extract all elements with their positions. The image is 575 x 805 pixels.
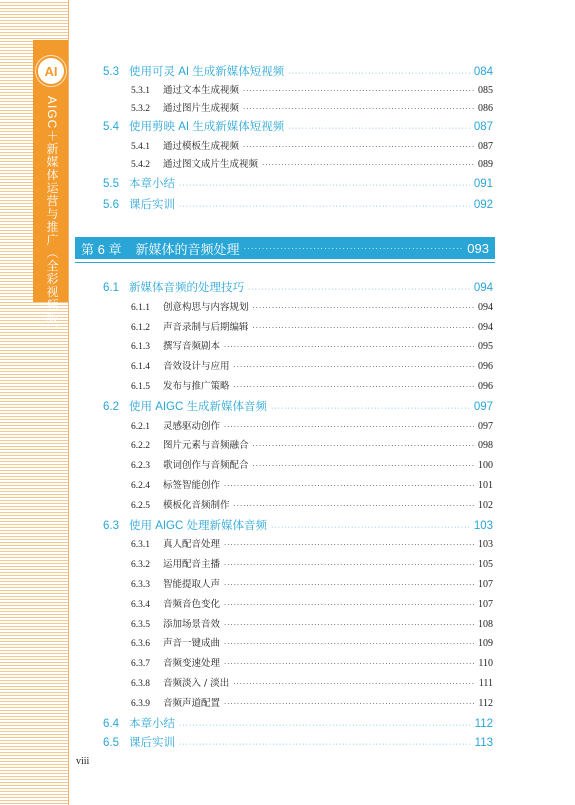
toc-subsection-entry[interactable] <box>131 338 493 352</box>
toc-entry-number: 5.3.2 <box>131 104 150 114</box>
toc-entry-title: 歌词创作与音频配合 <box>163 460 249 472</box>
toc-leader-dots <box>253 442 474 450</box>
toc-section-entry[interactable] <box>103 279 493 295</box>
chapter-label: 第 6 章 <box>81 241 122 257</box>
toc-leader-dots <box>179 722 471 729</box>
toc-leader-dots <box>288 70 470 77</box>
toc-subsection-entry[interactable] <box>131 497 493 511</box>
toc-entry-page: 097 <box>478 420 493 432</box>
toc-entry-title: 使用 AIGC 生成新媒体音频 <box>129 400 268 413</box>
toc-subsection-entry[interactable] <box>131 299 493 313</box>
toc-entry-title: 发布与推广策略 <box>163 381 230 392</box>
toc-entry-number: 6.3.2 <box>131 560 150 571</box>
toc-leader-dots <box>262 161 474 169</box>
toc-entry-title: 通过图片生成视频 <box>163 103 240 114</box>
toc-entry-number: 6.3.7 <box>131 659 150 670</box>
toc-entry-title: 标签智能创作 <box>163 480 221 491</box>
toc-leader-dots <box>234 383 474 391</box>
toc-subsection-entry[interactable] <box>131 477 493 491</box>
toc-entry-number: 5.6 <box>103 199 119 211</box>
toc-entry-title: 音效设计与应用 <box>163 361 230 373</box>
toc-subsection-entry[interactable] <box>131 319 493 333</box>
toc-leader-dots <box>224 343 474 351</box>
toc-leader-dots <box>243 87 474 95</box>
toc-entry-number: 6.2.1 <box>131 421 150 432</box>
toc-entry-page: 087 <box>473 121 493 133</box>
chapter-leader-dots <box>243 244 463 253</box>
toc-entry-page: 091 <box>473 178 493 190</box>
toc-entry-page: 087 <box>478 141 493 152</box>
toc-entry-title: 本章小结 <box>129 178 175 190</box>
toc-leader-dots <box>224 621 474 629</box>
toc-entry-title: 音频变速处理 <box>163 658 221 670</box>
toc-entry-page: 111 <box>478 678 493 689</box>
toc-leader-dots <box>271 405 470 412</box>
toc-leader-dots <box>224 423 474 431</box>
toc-entry-page: 094 <box>478 301 493 313</box>
toc-entry-number: 5.5 <box>103 178 119 190</box>
toc-subsection-entry[interactable] <box>131 418 493 432</box>
toc-leader-dots <box>253 462 474 470</box>
toc-leader-dots <box>224 640 474 648</box>
toc-entry-number: 5.3.1 <box>131 86 150 96</box>
toc-entry-number: 6.4 <box>103 717 119 730</box>
toc-section-entry[interactable] <box>103 63 493 79</box>
toc-leader-dots <box>224 541 474 549</box>
toc-entry-number: 6.2 <box>103 400 119 413</box>
toc-entry-number: 6.1.3 <box>131 342 150 353</box>
toc-section-entry[interactable] <box>103 715 493 731</box>
toc-entry-page: 103 <box>473 519 493 532</box>
toc-entry-page: 102 <box>478 499 493 511</box>
toc-subsection-entry[interactable] <box>131 616 493 630</box>
toc-entry-page: 089 <box>478 159 493 170</box>
toc-subsection-entry[interactable] <box>131 100 493 114</box>
toc-entry-title: 课后实训 <box>129 199 175 211</box>
toc-entry-number: 6.3.6 <box>131 639 150 650</box>
toc-entry-title: 真人配音处理 <box>163 539 221 551</box>
toc-entry-number: 6.3.9 <box>131 698 150 709</box>
toc-leader-dots <box>288 125 470 132</box>
toc-entry-title: 使用 AIGC 处理新媒体音频 <box>129 519 268 532</box>
toc-entry-title: 撰写音频剧本 <box>163 341 221 353</box>
toc-entry-page: 112 <box>474 717 493 730</box>
toc-leader-dots <box>224 561 474 569</box>
ai-logo-icon: AI <box>38 58 64 84</box>
toc-section-entry[interactable] <box>103 734 493 750</box>
toc-entry-title: 灵感驱动创作 <box>163 420 221 432</box>
toc-entry-number: 6.3.3 <box>131 580 150 590</box>
toc-entry-number: 6.1 <box>103 282 119 294</box>
toc-entry-title: 课后实训 <box>129 737 175 750</box>
chapter-title: 新媒体的音频处理 <box>135 241 240 257</box>
toc-section-entry[interactable] <box>103 175 493 191</box>
toc-entry-number: 5.3 <box>103 66 119 78</box>
toc-entry-title: 模板化音频制作 <box>163 499 230 511</box>
toc-entry-title: 智能提取人声 <box>163 579 221 590</box>
toc-leader-dots <box>248 286 470 293</box>
toc-entry-page: 105 <box>478 559 493 571</box>
toc-entry-number: 5.4.1 <box>131 142 150 152</box>
toc-entry-number: 6.1.5 <box>131 382 150 392</box>
toc-section-entry[interactable] <box>103 196 493 212</box>
chapter-heading[interactable] <box>75 237 495 259</box>
toc-entry-page: 112 <box>478 697 493 709</box>
toc-entry-title: 运用配音主播 <box>163 559 221 571</box>
toc-entry-page: 096 <box>478 361 493 373</box>
toc-entry-title: 通过模板生成视频 <box>163 141 240 152</box>
toc-entry-number: 6.3.1 <box>131 540 150 551</box>
toc-entry-page: 084 <box>473 66 493 78</box>
toc-entry-page: 085 <box>478 85 493 96</box>
toc-entry-page: 113 <box>474 737 493 750</box>
toc-leader-dots <box>224 482 474 490</box>
toc-entry-page: 100 <box>478 460 493 472</box>
toc-entry-number: 5.4 <box>103 121 119 133</box>
toc-entry-number: 6.2.3 <box>131 461 150 472</box>
toc-entry-title: 添加场景音效 <box>163 618 221 630</box>
toc-entry-title: 使用可灵 AI 生成新媒体短视频 <box>129 66 285 78</box>
toc-section-entry[interactable] <box>103 398 493 414</box>
toc-entry-number: 6.3.4 <box>131 599 150 610</box>
toc-section-entry[interactable] <box>103 517 493 533</box>
toc-leader-dots <box>233 680 474 688</box>
toc-entry-title: 图片元素与音频融合 <box>163 440 249 452</box>
toc-entry-page: 098 <box>478 440 493 452</box>
toc-entry-page: 107 <box>478 598 493 610</box>
toc-subsection-entry[interactable] <box>131 596 493 610</box>
toc-entry-number: 6.3 <box>103 519 119 532</box>
toc-entry-title: 音频淡入 / 淡出 <box>163 678 230 689</box>
toc-entry-page: 086 <box>478 103 493 114</box>
toc-entry-number: 6.5 <box>103 737 119 750</box>
toc-entry-page: 108 <box>478 618 493 630</box>
toc-entry-number: 6.1.1 <box>131 302 150 313</box>
toc-entry-page: 094 <box>473 282 493 294</box>
toc-entry-title: 创意构思与内容规划 <box>163 301 249 313</box>
toc-leader-dots <box>179 182 470 189</box>
toc-subsection-entry[interactable] <box>131 437 493 451</box>
toc-entry-page: 095 <box>478 341 493 353</box>
toc-leader-dots <box>224 700 474 708</box>
toc-entry-number: 6.1.2 <box>131 322 150 333</box>
toc-leader-dots <box>224 660 474 668</box>
toc-leader-dots <box>234 363 474 371</box>
toc-entry-title: 音频声道配置 <box>163 697 221 709</box>
toc-entry-page: 092 <box>473 199 493 211</box>
toc-subsection-entry[interactable] <box>131 378 493 392</box>
toc-entry-number: 6.1.4 <box>131 362 150 373</box>
toc-subsection-entry[interactable] <box>131 82 493 96</box>
toc-entry-number: 6.3.5 <box>131 619 150 630</box>
toc-entry-page: 107 <box>478 579 493 590</box>
toc-subsection-entry[interactable] <box>131 358 493 372</box>
page-number: viii <box>76 756 90 767</box>
toc-subsection-entry[interactable] <box>131 635 493 649</box>
toc-leader-dots <box>253 304 474 312</box>
chapter-underline <box>75 262 495 263</box>
book-title-vertical: AIGC＋新媒体运营与推广（全彩视频版） <box>45 96 59 338</box>
toc-entry-title: 声音一键成曲 <box>163 638 221 650</box>
toc-leader-dots <box>179 741 471 748</box>
toc-leader-dots <box>253 324 474 332</box>
toc-entry-number: 6.2.5 <box>131 500 150 511</box>
toc-leader-dots <box>224 601 474 609</box>
toc-subsection-entry[interactable] <box>131 138 493 152</box>
toc-entry-page: 097 <box>473 400 493 413</box>
toc-leader-dots <box>243 105 474 113</box>
toc-entry-title: 本章小结 <box>129 717 175 730</box>
toc-subsection-entry[interactable] <box>131 675 493 689</box>
toc-entry-title: 通过图文成片生成视频 <box>163 159 259 170</box>
toc-entry-page: 101 <box>478 480 493 491</box>
toc-leader-dots <box>243 143 474 151</box>
toc-leader-dots <box>271 524 470 531</box>
toc-entry-number: 6.2.2 <box>131 441 150 452</box>
toc-subsection-entry[interactable] <box>131 576 493 590</box>
toc-entry-title: 声音录制与后期编辑 <box>163 321 249 333</box>
toc-leader-dots <box>234 502 474 510</box>
chapter-page: 093 <box>467 240 489 256</box>
toc-subsection-entry[interactable] <box>131 556 493 570</box>
toc-entry-title: 音频音色变化 <box>163 598 221 610</box>
toc-entry-title: 新媒体音频的处理技巧 <box>129 282 244 294</box>
toc-subsection-entry[interactable] <box>131 655 493 669</box>
toc-entry-number: 6.3.8 <box>131 679 150 689</box>
toc-subsection-entry[interactable] <box>131 457 493 471</box>
toc-subsection-entry[interactable] <box>131 536 493 550</box>
toc-subsection-entry[interactable] <box>131 156 493 170</box>
toc-leader-dots <box>224 581 474 589</box>
toc-entry-page: 096 <box>478 381 493 392</box>
toc-leader-dots <box>179 203 470 210</box>
toc-entry-page: 103 <box>478 539 493 551</box>
toc-entry-page: 094 <box>478 321 493 333</box>
margin-divider <box>68 0 69 805</box>
toc-entry-title: 通过文本生成视频 <box>163 85 240 96</box>
toc-section-entry[interactable] <box>103 118 493 134</box>
toc-entry-number: 5.4.2 <box>131 160 150 170</box>
toc-entry-number: 6.2.4 <box>131 481 150 491</box>
toc-entry-page: 110 <box>478 658 493 670</box>
toc-entry-page: 109 <box>478 638 493 650</box>
toc-entry-title: 使用剪映 AI 生成新媒体短视频 <box>129 121 285 133</box>
toc-subsection-entry[interactable] <box>131 695 493 709</box>
